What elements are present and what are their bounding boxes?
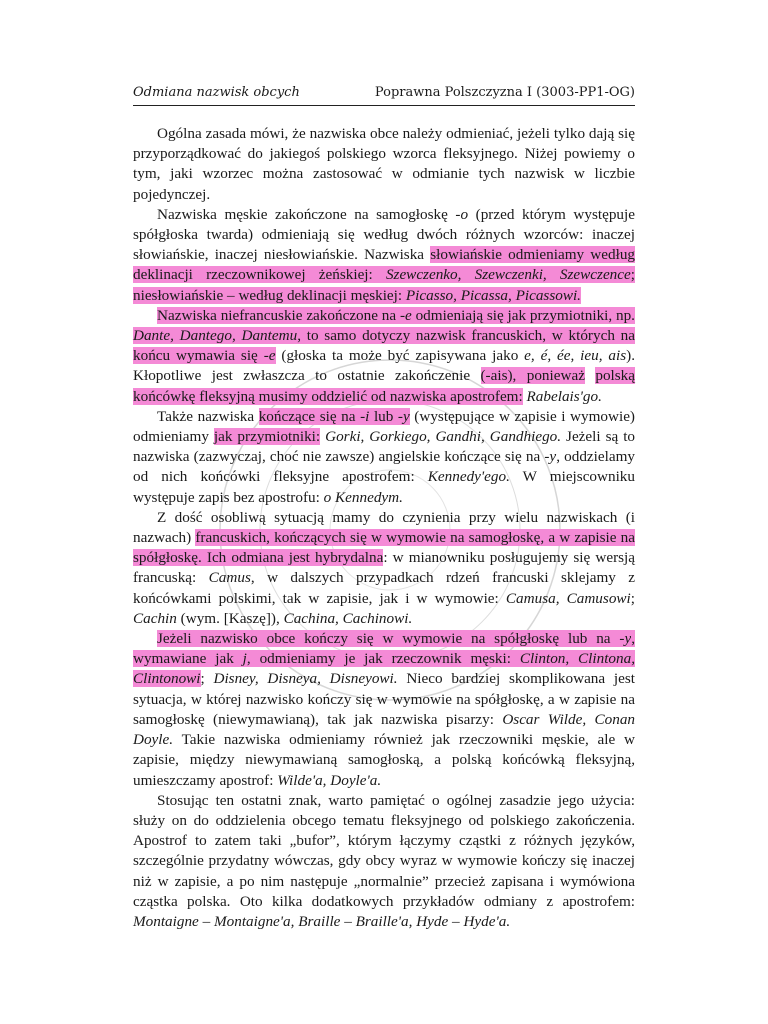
document-body bbox=[133, 124, 635, 932]
highlighted-text: francuskich, kończących się w wymowie na samogłoskę, a w zapisie na spółgłoskę. Ich odmiana jest hybrydalna bbox=[133, 529, 635, 567]
highlighted-text: kończące się na bbox=[258, 407, 361, 425]
highlighted-text: słowiańskie odmieniamy według deklinacji rzeczownikowej żeńskiej: bbox=[133, 246, 636, 284]
text-run: -o bbox=[455, 205, 469, 223]
text-run: Z dość osobliwą sytuacją mamy do czynienia przy wielu nazwiskach (i nazwach) bbox=[133, 508, 635, 547]
text-run: Nieco bardziej skomplikowana jest sytuacja, w której nazwisko kończy się w wymowie na spółgłoskę, a w zapisie na samogłoskę (niewymawianą), tak jak nazwiska pisarzy: bbox=[133, 670, 635, 728]
highlighted-text: odmieniają się jak przymiotniki, np. bbox=[411, 306, 635, 324]
text-run: ; bbox=[630, 589, 635, 607]
text-run: W miejscowniku występuje zapis bez apostrofu: bbox=[133, 468, 635, 506]
text-run: Wilde'a, Doyle'a. bbox=[277, 771, 382, 789]
text-run: Camusa, Camusowi bbox=[505, 589, 631, 607]
paragraph bbox=[133, 791, 635, 932]
text-run: Camus bbox=[208, 569, 251, 587]
paragraph bbox=[133, 629, 635, 791]
highlighted-text: -y bbox=[619, 630, 632, 648]
text-run: Stosując ten ostatni znak, warto pamiętać o ogólnej zasadzie jego użycia: służy on do oddzielenia obcego tematu fleksyjnego od polskiego zakończenia. Apostrof to zatem taki „bufor”, którym łączymy cząstki z różnych języków, szczególnie przydatny wówczas, gdy obcy wyraz w wymowie kończy się inaczej niż w zapisie, a po nim następuje „normalnie” przecież zapisana i wymówiona cząstka polska. Oto kilka dodatkowych przykładów odmiany z apostrofem: bbox=[133, 791, 635, 910]
text-run: Jeżeli są to nazwiska (zazwyczaj, choć nie zawsze) angielskie kończące się na bbox=[133, 428, 636, 466]
highlighted-text: Nazwiska niefrancuskie zakończone na bbox=[157, 306, 400, 324]
text-run: Rabelais'go. bbox=[526, 387, 602, 405]
highlighted-text: (-ais), ponieważ bbox=[480, 367, 585, 385]
text-run: (występujące w zapisie i wymowie) odmieniamy bbox=[133, 407, 635, 446]
paragraph bbox=[133, 306, 635, 407]
text-run bbox=[585, 367, 595, 384]
highlighted-text: Clinton, Clintona, Clintonowi bbox=[133, 650, 636, 688]
text-run: (przed którym występuje spółgłoska twarda) odmieniają się według dwóch różnych wzorców: inaczej słowiańskie, inaczej niesłowiańskie. Nazwiska bbox=[133, 205, 635, 264]
text-run: Cachina, Cachinowi. bbox=[283, 609, 413, 627]
highlighted-text: -y bbox=[397, 407, 410, 425]
highlighted-text: polską końcówkę fleksyjną musimy oddzielić od nazwiska apostrofem: bbox=[133, 367, 635, 405]
highlighted-text: , odmieniamy je jak rzeczownik męski: bbox=[246, 650, 520, 668]
text-run: Ogólna zasada mówi, że nazwiska obce należy odmieniać, jeżeli tylko dają się przyporządkować do jakiegoś polskiego wzorca fleksyjnego. Niżej powiemy o tym, jaki wzorzec można zastosować w odmianie tych nazwisk w liczbie pojedynczej. bbox=[133, 125, 635, 203]
text-run: e, é, ée, ieu, ais bbox=[524, 347, 627, 365]
header-right-course: Poprawna Polszczyzna I (3003-PP1-OG) bbox=[374, 85, 635, 100]
highlighted-text: Szewczenko, Szewczenki, Szewczence bbox=[385, 266, 631, 284]
text-run: (głoska ta może być zapisywana jako bbox=[275, 347, 525, 365]
text-run: Oscar Wilde, Conan Doyle. bbox=[133, 710, 636, 749]
highlighted-text: -e bbox=[263, 347, 276, 365]
text-run: Gorki, Gorkiego, Gandhi, Gandhiego. bbox=[325, 428, 562, 446]
highlighted-text: ; niesłowiańskie – według deklinacji męskiej: bbox=[133, 266, 635, 304]
text-run: Takie nazwiska odmieniamy również jak rzeczowniki męskie, ale w zapisie, między niewymawianą samogłoską, a polską końcówką fleksyjną, umieszczamy apostrof: bbox=[133, 731, 635, 789]
running-header bbox=[133, 84, 635, 106]
highlighted-text: -e bbox=[399, 306, 412, 324]
text-run: , oddzielamy od nich końcówki fleksyjne apostrofem: bbox=[133, 448, 635, 486]
text-run: Cachin bbox=[133, 609, 177, 627]
text-run: ; bbox=[200, 670, 214, 688]
text-run: o Kennedym. bbox=[323, 488, 403, 506]
text-run: -y bbox=[544, 448, 557, 466]
text-run: Kennedy'ego. bbox=[427, 468, 510, 486]
paragraph bbox=[133, 124, 635, 205]
highlighted-text: j bbox=[242, 650, 247, 668]
header-left-title: Odmiana nazwisk obcych bbox=[133, 85, 300, 100]
highlighted-text: Jeżeli nazwisko obce kończy się w wymowie na spółgłoskę lub na bbox=[157, 630, 620, 648]
text-run: Także nazwiska bbox=[157, 407, 259, 425]
paragraph bbox=[133, 407, 635, 508]
text-run: (wym. [Kaszę]), bbox=[176, 609, 284, 627]
highlighted-text: Picasso, Picassa, Picassowi. bbox=[405, 286, 581, 304]
paragraph bbox=[133, 205, 635, 306]
highlighted-text: jak przymiotniki: bbox=[213, 428, 321, 446]
highlighted-text: Dante, Dantego, Dantemu bbox=[133, 327, 298, 345]
text-run: : w mianowniku posługujemy się wersją francuską: bbox=[133, 549, 635, 587]
highlighted-text: , to samo dotyczy nazwisk francuskich, w których na końcu wymawia się bbox=[133, 327, 635, 365]
highlighted-text: -i bbox=[360, 407, 370, 425]
text-run: Nazwiska męskie zakończone na samogłoskę bbox=[157, 205, 456, 223]
text-run: , w dalszych przypadkach rdzeń francuski sklejamy z końcówkami polskimi, tak w zapisie, jak i w wymowie: bbox=[133, 569, 635, 607]
highlighted-text: , wymawiane jak bbox=[133, 630, 635, 668]
text-run: ). Kłopotliwe jest zwłaszcza to ostatnie zakończenie bbox=[133, 347, 635, 385]
paragraph bbox=[133, 508, 635, 629]
text-run: Montaigne – Montaigne'a, Braille – Braille'a, Hyde – Hyde'a. bbox=[133, 912, 511, 930]
highlighted-text: lub bbox=[369, 407, 398, 425]
document-page bbox=[133, 84, 635, 932]
text-run: Disney, Disneya, Disneyowi. bbox=[213, 670, 398, 688]
